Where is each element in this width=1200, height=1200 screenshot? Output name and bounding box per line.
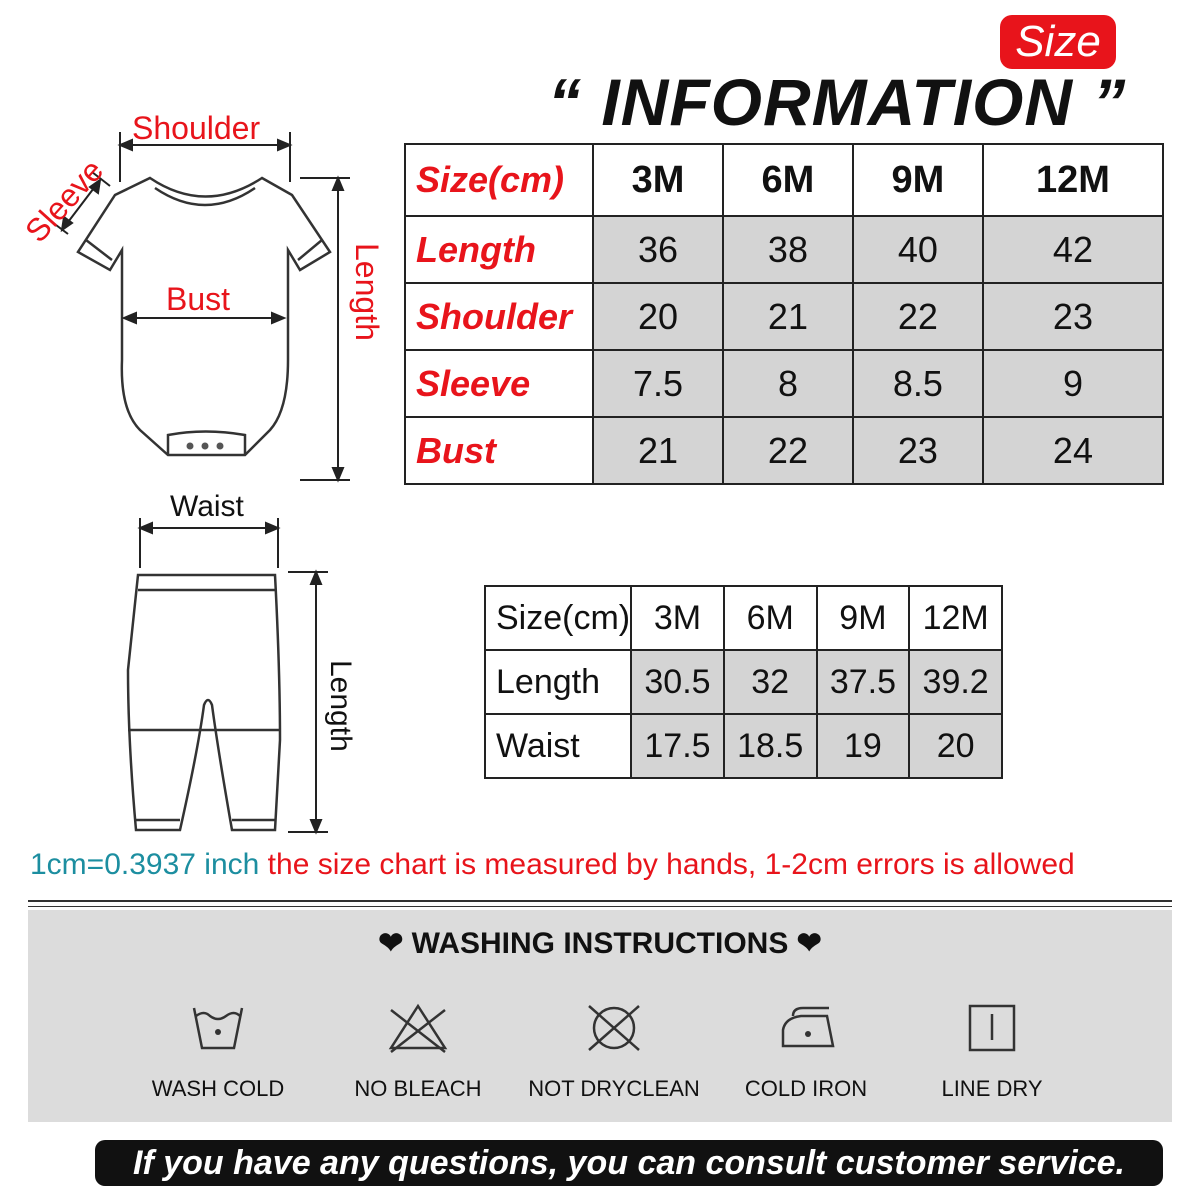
pants-illustration bbox=[100, 510, 360, 840]
row-label: Sleeve bbox=[405, 350, 593, 417]
table-row bbox=[405, 216, 1163, 283]
table-cell: 40 bbox=[853, 216, 983, 283]
conversion-text: 1cm=0.3937 inch bbox=[30, 848, 260, 881]
pants-length-label: Length bbox=[324, 660, 357, 752]
wash-item-label: NO BLEACH bbox=[354, 1076, 482, 1101]
bodysuit-length-label: Length bbox=[349, 243, 385, 341]
table-cell: 32 bbox=[724, 650, 817, 714]
table-row bbox=[485, 650, 1002, 714]
table-cell: 38 bbox=[723, 216, 853, 283]
size-badge: Size bbox=[1000, 15, 1116, 69]
sleeve-label: Sleeve bbox=[18, 152, 111, 250]
table-cell: 36 bbox=[593, 216, 723, 283]
table-cell: 7.5 bbox=[593, 350, 723, 417]
row-label: Bust bbox=[405, 417, 593, 484]
pants-size-table bbox=[484, 585, 1003, 779]
table-cell: 19 bbox=[817, 714, 910, 778]
table-header-cell: 3M bbox=[631, 586, 724, 650]
bodysuit-size-table bbox=[404, 143, 1164, 485]
table-header-row bbox=[485, 586, 1002, 650]
wash-item bbox=[128, 1000, 308, 1102]
table-header-cell: 9M bbox=[853, 144, 983, 216]
table-header-cell: 6M bbox=[723, 144, 853, 216]
cold-iron-icon bbox=[771, 1000, 841, 1056]
table-cell: 30.5 bbox=[631, 650, 724, 714]
row-label: Shoulder bbox=[405, 283, 593, 350]
wash-item bbox=[524, 1000, 704, 1102]
line-dry-icon bbox=[962, 1000, 1022, 1056]
table-header-cell: Size(cm) bbox=[485, 586, 631, 650]
table-cell: 20 bbox=[593, 283, 723, 350]
measurement-note bbox=[30, 848, 1075, 882]
table-cell: 23 bbox=[853, 417, 983, 484]
table-header-cell: 12M bbox=[909, 586, 1002, 650]
wash-item bbox=[902, 1000, 1082, 1102]
table-cell: 37.5 bbox=[817, 650, 910, 714]
table-cell: 42 bbox=[983, 216, 1163, 283]
page-title: “ INFORMATION ” bbox=[548, 65, 1127, 139]
table-cell: 9 bbox=[983, 350, 1163, 417]
table-header-cell: 3M bbox=[593, 144, 723, 216]
washing-panel bbox=[28, 910, 1172, 1122]
not-dryclean-icon bbox=[579, 1000, 649, 1056]
shoulder-label: Shoulder bbox=[132, 110, 261, 146]
disclaimer-text: the size chart is measured by hands, 1-2cm errors is allowed bbox=[267, 848, 1075, 881]
table-cell: 18.5 bbox=[724, 714, 817, 778]
row-label: Length bbox=[485, 650, 631, 714]
wash-item bbox=[716, 1000, 896, 1102]
table-cell: 17.5 bbox=[631, 714, 724, 778]
no-bleach-icon bbox=[383, 1000, 453, 1056]
divider bbox=[28, 906, 1172, 907]
row-label: Waist bbox=[485, 714, 631, 778]
table-row bbox=[405, 350, 1163, 417]
waist-label: Waist bbox=[170, 490, 244, 523]
table-cell: 20 bbox=[909, 714, 1002, 778]
table-cell: 22 bbox=[853, 283, 983, 350]
wash-item-label: NOT DRYCLEAN bbox=[528, 1076, 700, 1101]
table-row bbox=[405, 417, 1163, 484]
table-cell: 8.5 bbox=[853, 350, 983, 417]
washing-title: ❤ WASHING INSTRUCTIONS ❤ bbox=[378, 927, 822, 960]
wash-item-label: LINE DRY bbox=[941, 1076, 1043, 1101]
divider bbox=[28, 900, 1172, 902]
table-cell: 22 bbox=[723, 417, 853, 484]
table-header-cell: 12M bbox=[983, 144, 1163, 216]
table-row bbox=[485, 714, 1002, 778]
table-cell: 21 bbox=[723, 283, 853, 350]
wash-item-label: COLD IRON bbox=[744, 1076, 868, 1101]
table-header-row bbox=[405, 144, 1163, 216]
wash-cold-icon bbox=[188, 1000, 248, 1056]
bust-label: Bust bbox=[166, 281, 231, 317]
table-cell: 24 bbox=[983, 417, 1163, 484]
table-cell: 23 bbox=[983, 283, 1163, 350]
wash-item bbox=[328, 1000, 508, 1102]
table-header-cell: 6M bbox=[724, 586, 817, 650]
table-cell: 21 bbox=[593, 417, 723, 484]
table-header-cell: 9M bbox=[817, 586, 910, 650]
footer-banner: If you have any questions, you can consult customer service. bbox=[95, 1140, 1163, 1186]
table-cell: 39.2 bbox=[909, 650, 1002, 714]
table-header-cell: Size(cm) bbox=[405, 144, 593, 216]
wash-item-label: WASH COLD bbox=[151, 1076, 285, 1101]
row-label: Length bbox=[405, 216, 593, 283]
table-row bbox=[405, 283, 1163, 350]
table-cell: 8 bbox=[723, 350, 853, 417]
